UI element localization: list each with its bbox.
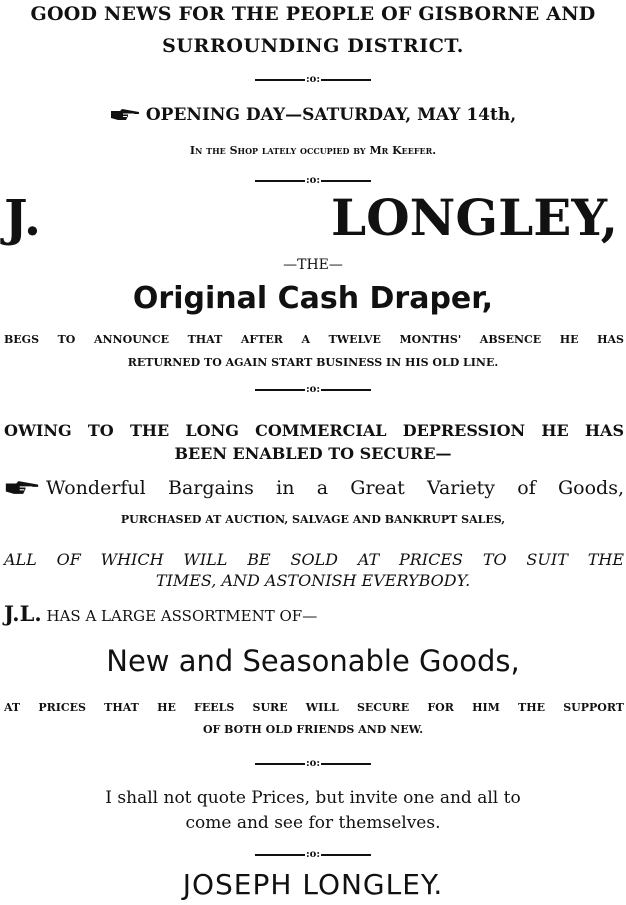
location-name: Mr Keefer. xyxy=(369,144,437,157)
merchant-name-large: J. LONGLEY, xyxy=(4,188,618,247)
separator-rule xyxy=(321,180,371,182)
announce-line-1: BEGS TO ANNOUNCE THAT AFTER A TWELVE MONTHS' ABSENCE HE HAS xyxy=(4,333,624,346)
prices-line-2: TIMES, AND ASTONISH EVERYBODY. xyxy=(155,571,471,590)
separator-mark: :o: xyxy=(305,849,321,860)
assortment-text: HAS A LARGE ASSORTMENT OF— xyxy=(46,607,318,625)
separator-mark: :o: xyxy=(305,384,321,395)
bargains-text: Wonderful Bargains in a Great Variety of Goods, xyxy=(46,477,624,499)
separator-rule xyxy=(321,389,371,391)
separator-2 xyxy=(0,175,626,188)
separator-1 xyxy=(0,74,626,87)
location-prefix: In the Shop lately occupied by xyxy=(189,144,366,157)
pointing-hand-icon xyxy=(4,480,40,495)
separator-5 xyxy=(0,849,626,862)
separator-mark: :o: xyxy=(305,175,321,186)
headline-line-1: GOOD NEWS FOR THE PEOPLE OF GISBORNE AND xyxy=(30,3,596,25)
separator-4 xyxy=(0,758,626,771)
separator-rule xyxy=(321,854,371,856)
separator-rule xyxy=(255,763,305,765)
opening-day-text: OPENING DAY—SATURDAY, MAY 14th, xyxy=(145,105,517,125)
separator-rule xyxy=(321,763,371,765)
separator-rule xyxy=(321,79,371,81)
support-line-1: AT PRICES THAT HE FEELS SURE WILL SECURE FOR HIM THE SUPPORT xyxy=(4,701,624,714)
assortment-initials: J.L. xyxy=(4,601,42,626)
assortment-line xyxy=(0,603,626,627)
quote-line-1: I shall not quote Prices, but invite one and all to xyxy=(105,788,521,808)
separator-mark: :o: xyxy=(305,74,321,85)
separator-rule xyxy=(255,79,305,81)
pointing-hand-icon xyxy=(110,108,140,121)
opening-day-line xyxy=(0,104,626,126)
separator-rule xyxy=(255,389,305,391)
bargains-line xyxy=(0,475,626,501)
seasonable-goods-title: New and Seasonable Goods, xyxy=(106,644,520,678)
support-line-2: OF BOTH OLD FRIENDS AND NEW. xyxy=(202,723,424,736)
owing-line-2: BEEN ENABLED TO SECURE— xyxy=(174,444,452,463)
announce-line-2: RETURNED TO AGAIN START BUSINESS IN HIS OLD LINE. xyxy=(127,356,499,369)
separator-rule xyxy=(255,854,305,856)
separator-mark: :o: xyxy=(305,758,321,769)
purchased-line: PURCHASED AT AUCTION, SALVAGE AND BANKRUPT SALES, xyxy=(120,513,506,526)
headline-line-2: SURROUNDING DISTRICT. xyxy=(162,35,464,57)
separator-3 xyxy=(0,384,626,397)
separator-rule xyxy=(255,180,305,182)
owing-line-1: OWING TO THE LONG COMMERCIAL DEPRESSION HE HAS xyxy=(4,421,624,440)
signature: JOSEPH LONGLEY. xyxy=(182,868,444,901)
prices-line-1: ALL OF WHICH WILL BE SOLD AT PRICES TO SUIT THE xyxy=(4,550,624,569)
location-line xyxy=(0,143,626,159)
quote-line-2: come and see for themselves. xyxy=(185,813,441,833)
draper-title: Original Cash Draper, xyxy=(132,281,494,316)
the-label: —THE— xyxy=(283,257,343,273)
